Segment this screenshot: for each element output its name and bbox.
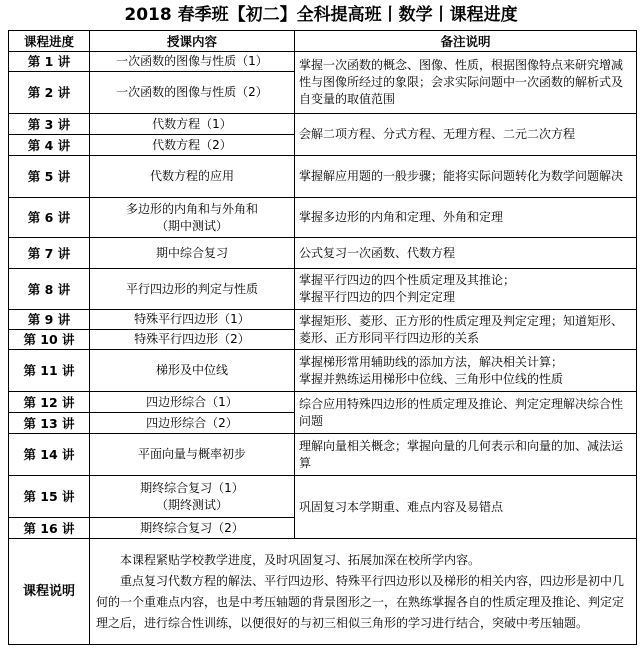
remark-line: 掌握梯形常用辅助线的添加方法，解决相关计算； bbox=[299, 354, 564, 369]
summary-paragraph: 本课程紧贴学校教学进度，及时巩固复习、拓展加深在校所学内容。 bbox=[120, 552, 481, 567]
header-content: 授课内容 bbox=[90, 31, 295, 52]
lecture-id: 第 8 讲 bbox=[9, 269, 90, 310]
lecture-topic-line1: 多边形的内角和与外角和 bbox=[125, 201, 258, 216]
lecture-id: 第 14 讲 bbox=[9, 434, 90, 476]
schedule-table bbox=[8, 30, 637, 645]
lecture-id: 第 4 讲 bbox=[9, 135, 90, 156]
lecture-topic: 代数方程（1） bbox=[90, 114, 295, 135]
lecture-topic: 特殊平行四边形（1） bbox=[90, 310, 295, 330]
lecture-id: 第 10 讲 bbox=[9, 330, 90, 350]
table-row bbox=[9, 198, 637, 238]
lecture-topic: 一次函数的图像与性质（2） bbox=[90, 72, 295, 114]
lecture-id: 第 5 讲 bbox=[9, 156, 90, 198]
summary-text bbox=[90, 539, 637, 645]
lecture-topic: 代数方程（2） bbox=[90, 135, 295, 156]
table-row bbox=[9, 476, 637, 518]
summary-label: 课程说明 bbox=[9, 539, 90, 645]
lecture-id: 第 1 讲 bbox=[9, 52, 90, 72]
table-row bbox=[9, 156, 637, 198]
lecture-topic: 梯形及中位线 bbox=[90, 350, 295, 392]
remark-cell: 掌握矩形、菱形、正方形的性质定理及判定定理；知道矩形、菱形、正方形同平行四边形的关系 bbox=[295, 310, 637, 350]
lecture-topic: 期中综合复习 bbox=[90, 238, 295, 269]
table-row bbox=[9, 52, 637, 72]
table-row bbox=[9, 434, 637, 476]
remark-cell: 掌握一次函数的概念、图像、性质，根据图像特点来研究增减性与图像所经过的象限；会求实际问题中一次函数的解析式及自变量的取值范围 bbox=[295, 52, 637, 114]
summary-row bbox=[9, 539, 637, 645]
lecture-id: 第 9 讲 bbox=[9, 310, 90, 330]
remark-cell: 公式复习一次函数、代数方程 bbox=[295, 238, 637, 269]
lecture-topic: 平行四边形的判定与性质 bbox=[90, 269, 295, 310]
lecture-topic: 期终综合复习（2） bbox=[90, 518, 295, 539]
table-row bbox=[9, 114, 637, 135]
lecture-topic: 平面向量与概率初步 bbox=[90, 434, 295, 476]
remark-line: 掌握平行四边的四个性质定理及其推论； bbox=[299, 273, 516, 287]
lecture-topic: 四边形综合（2） bbox=[90, 413, 295, 434]
lecture-topic: 特殊平行四边形（2） bbox=[90, 330, 295, 350]
remark-line: 掌握并熟练运用梯形中位线、三角形中位线的性质 bbox=[299, 371, 564, 386]
lecture-topic-line2: （期终测试） bbox=[155, 497, 228, 512]
lecture-topic bbox=[90, 198, 295, 238]
lecture-topic-line1: 期终综合复习（1） bbox=[140, 480, 244, 495]
header-row bbox=[9, 31, 637, 52]
lecture-topic-line2: （期中测试） bbox=[155, 218, 228, 233]
lecture-id: 第 7 讲 bbox=[9, 238, 90, 269]
lecture-topic: 代数方程的应用 bbox=[90, 156, 295, 198]
lecture-id: 第 3 讲 bbox=[9, 114, 90, 135]
lecture-topic bbox=[90, 476, 295, 518]
lecture-id: 第 2 讲 bbox=[9, 72, 90, 114]
remark-cell: 会解二项方程、分式方程、无理方程、二元二次方程 bbox=[295, 114, 637, 156]
lecture-id: 第 16 讲 bbox=[9, 518, 90, 539]
lecture-id: 第 11 讲 bbox=[9, 350, 90, 392]
table-row bbox=[9, 310, 637, 330]
remark-cell bbox=[295, 350, 637, 392]
table-row bbox=[9, 392, 637, 413]
header-remarks: 备注说明 bbox=[295, 31, 637, 52]
header-progress: 课程进度 bbox=[9, 31, 90, 52]
table-row bbox=[9, 238, 637, 269]
remark-cell: 理解向量相关概念；掌握向量的几何表示和向量的加、减法运算 bbox=[295, 434, 637, 476]
lecture-topic: 四边形综合（1） bbox=[90, 392, 295, 413]
lecture-id: 第 15 讲 bbox=[9, 476, 90, 518]
remark-cell: 掌握解应用题的一般步骤；能将实际问题转化为数学问题解决 bbox=[295, 156, 637, 198]
lecture-id: 第 13 讲 bbox=[9, 413, 90, 434]
lecture-topic: 一次函数的图像与性质（1） bbox=[90, 52, 295, 72]
remark-cell: 掌握多边形的内角和定理、外角和定理 bbox=[295, 198, 637, 238]
lecture-id: 第 12 讲 bbox=[9, 392, 90, 413]
table-row bbox=[9, 350, 637, 392]
summary-paragraph: 重点复习代数方程的解法、平行四边形、特殊平行四边形以及梯形的相关内容，四边形是初中几何的一个重难点内容，也是中考压轴题的背景图形之一，在熟练掌握各自的性质定理及推论、判定定理之后，进行综合性训练，以便很好的与初三相似三角形的学习进行结合，突破中考压轴题。 bbox=[96, 573, 625, 630]
page-title: 2018 春季班【初二】全科提高班丨数学丨课程进度 bbox=[124, 5, 518, 25]
remark-cell: 综合应用特殊四边形的性质定理及推论、判定定理解决综合性问题 bbox=[295, 392, 637, 434]
remark-line: 掌握平行四边的四个判定定理 bbox=[299, 290, 456, 304]
lecture-id: 第 6 讲 bbox=[9, 198, 90, 238]
remark-cell bbox=[295, 269, 637, 310]
remark-cell: 巩固复习本学期重、难点内容及易错点 bbox=[295, 476, 637, 539]
table-row bbox=[9, 269, 637, 310]
